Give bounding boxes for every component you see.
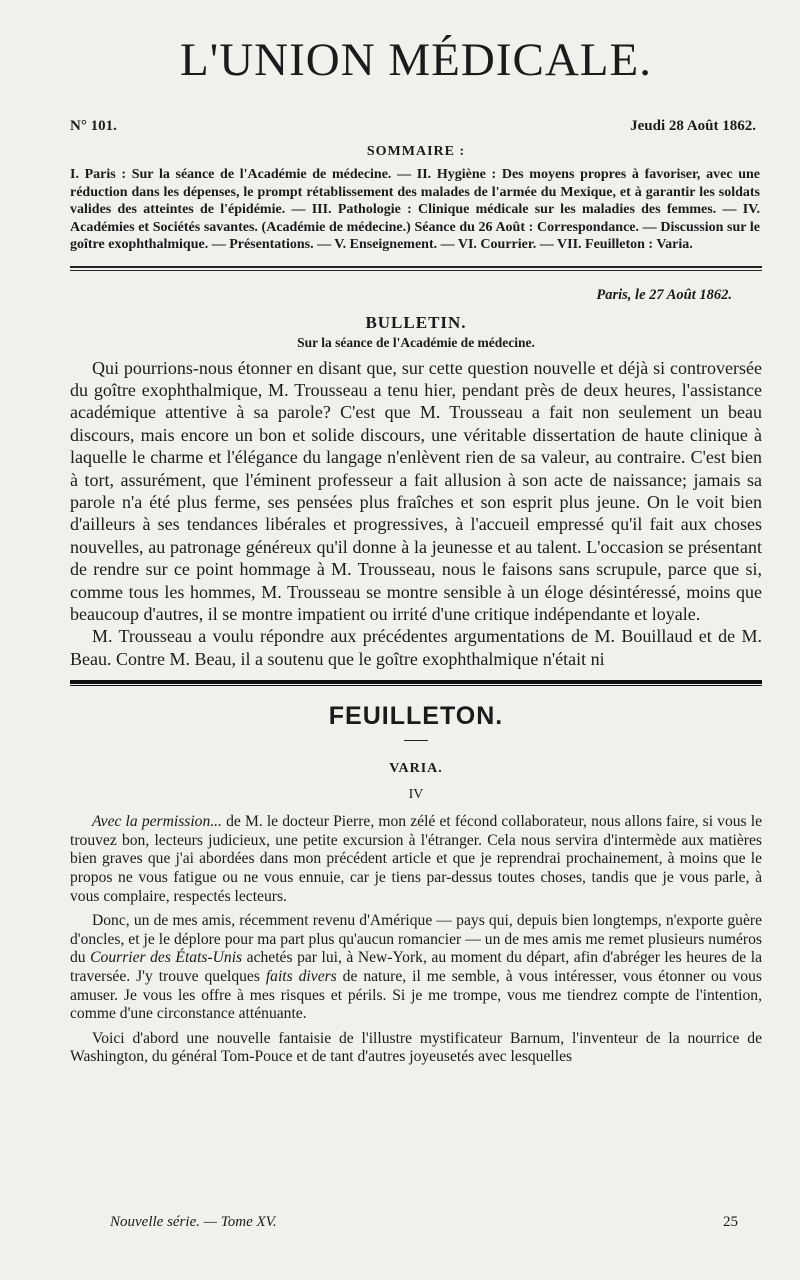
issue-meta (70, 98, 762, 138)
sommaire-text: I. Paris : Sur la séance de l'Académie de médecine. — II. Hygiène : Des moyens propres à favoriser, avec une réduction dans les dépenses, le prompt rétablissement des malades de l'armée du Mexique, et à garantir les soldats valides des atteintes de l'épidémie. — III. Pathologie : Clinique médicale sur les maladies des femmes. — IV. Académies et Sociétés savantes. (Académie de médecine.) Séance du 26 Août : Correspondance. — Discussion sur le goître exophthalmique. — Présentations. — V. Enseignement. — VI. Courrier. — VII. Feuilleton : Varia. (70, 167, 760, 252)
series-label: Nouvelle série. — Tome XV. (110, 1214, 277, 1230)
feuilleton-body (70, 813, 762, 1067)
issue-number: N° 101. (70, 118, 117, 134)
paragraph-text: de M. le docteur Pierre, mon zélé et fécond collaborateur, nous allons faire, si vous le trouvez bon, lecteurs judicieux, une petite excursion à l'étranger. Cela nous servira d'intermède aux matières bien graves que j'ai abordées dans mon précédent article et que je reprendrai prochainement, à moins que le propos ne vous fatigue ou ne vous ennuie, car je tiens par-dessus toutes choses, tandis que je vous parle, à vous complaire, respectés lecteurs. (70, 813, 762, 905)
lead-italic: Avec la permission... (92, 813, 222, 831)
feuilleton-heading: FEUILLETON. (328, 702, 504, 731)
bulletin-heading: BULLETIN. (365, 312, 467, 332)
feuilleton-divider (70, 680, 762, 686)
feuilleton-paragraph (70, 912, 762, 1024)
feuilleton-paragraph: Voici d'abord une nouvelle fantaisie de l'illustre mystificateur Barnum, l'inventeur de la nourrice de Washington, du général Tom-Pouce et de tant d'autres joyeusetés avec lesquelles (70, 1029, 762, 1066)
bulletin-subheading: Sur la séance de l'Académie de médecine. (297, 334, 535, 350)
bulletin-paragraph: M. Trousseau a voulu répondre aux précédentes argumentations de M. Bouillaud et de M. Beau. Contre M. Beau, il a soutenu que le goître exophthalmique n'était ni (70, 626, 762, 669)
faits-divers: faits divers (265, 967, 337, 985)
masthead-title: L'UNION MÉDICALE. (180, 34, 652, 86)
page-footer (110, 1214, 738, 1231)
section-divider (70, 266, 762, 271)
paragraph-text: de nature, il me semble, à vous intéresser, vous étonner ou vous amuser. Je vous les offre à mes risques et périls. Si je me trompe, vous me tiendrez compte de l'intention, comme d'une circonstance atténuante. (70, 967, 762, 1023)
issue-date: Jeudi 28 Août 1862. (630, 118, 756, 134)
varia-heading: VARIA. (389, 761, 443, 777)
paragraph-text: Donc, un de mes amis, récemment revenu d'Amérique — pays qui, depuis bien longtemps, n'exporte guère d'oncles, et je le déplore pour ma part plus qu'aucun romancier — un de mes amis me remet plusieurs numéros du (70, 912, 762, 967)
feuilleton-paragraph (70, 813, 762, 906)
page-number: 25 (723, 1214, 738, 1230)
bulletin-paragraph: Qui pourrions-nous étonner en disant que, sur cette question nouvelle et déjà si controversée du goître exophthalmique, M. Trousseau a tenu hier, pendant près de deux heures, l'assistance académique attentive à sa parole? C'est que M. Trousseau a fait non seulement un beau discours, mais encore un bon et solide discours, une véritable dissertation de haute clinique à laquelle le charme et l'élégance du langage n'enlèvent rien de sa valeur, au contraire. C'est bien à tort, assurément, que l'éminent professeur a fait allusion à son acte de naissance; jamais sa parole n'a été plus ferme, ses pensées plus fraîches et son esprit plus jeune. On le voit bien d'ailleurs à ses tendances libérales et progressives, à l'accueil empressé qu'il fait aux choses nouvelles, au patronage généreux qu'il donne à la jeunesse et au talent. L'occasion se présentant de rendre sur ce point hommage à M. Trousseau, nous le faisons sans scrupule, parce que si, comme tous les hommes, M. Trousseau se montre sensible à un éloge désintéressé, moins que beaucoup d'autres, il se montre impatient ou irrité d'une critique indépendante et loyale. (70, 357, 762, 624)
paragraph-text: achetés par lui, à New-York, au moment du départ, afin d'abréger les heures de la traversée. J'y trouve quelques (70, 949, 763, 985)
bulletin-dateline: Paris, le 27 Août 1862. (596, 286, 732, 303)
short-divider (404, 740, 428, 741)
bulletin-body (70, 357, 762, 671)
journal-title: Courrier des États-Unis (90, 949, 243, 967)
chapter-numeral: IV (408, 787, 424, 803)
sommaire-heading: SOMMAIRE : (366, 144, 466, 159)
